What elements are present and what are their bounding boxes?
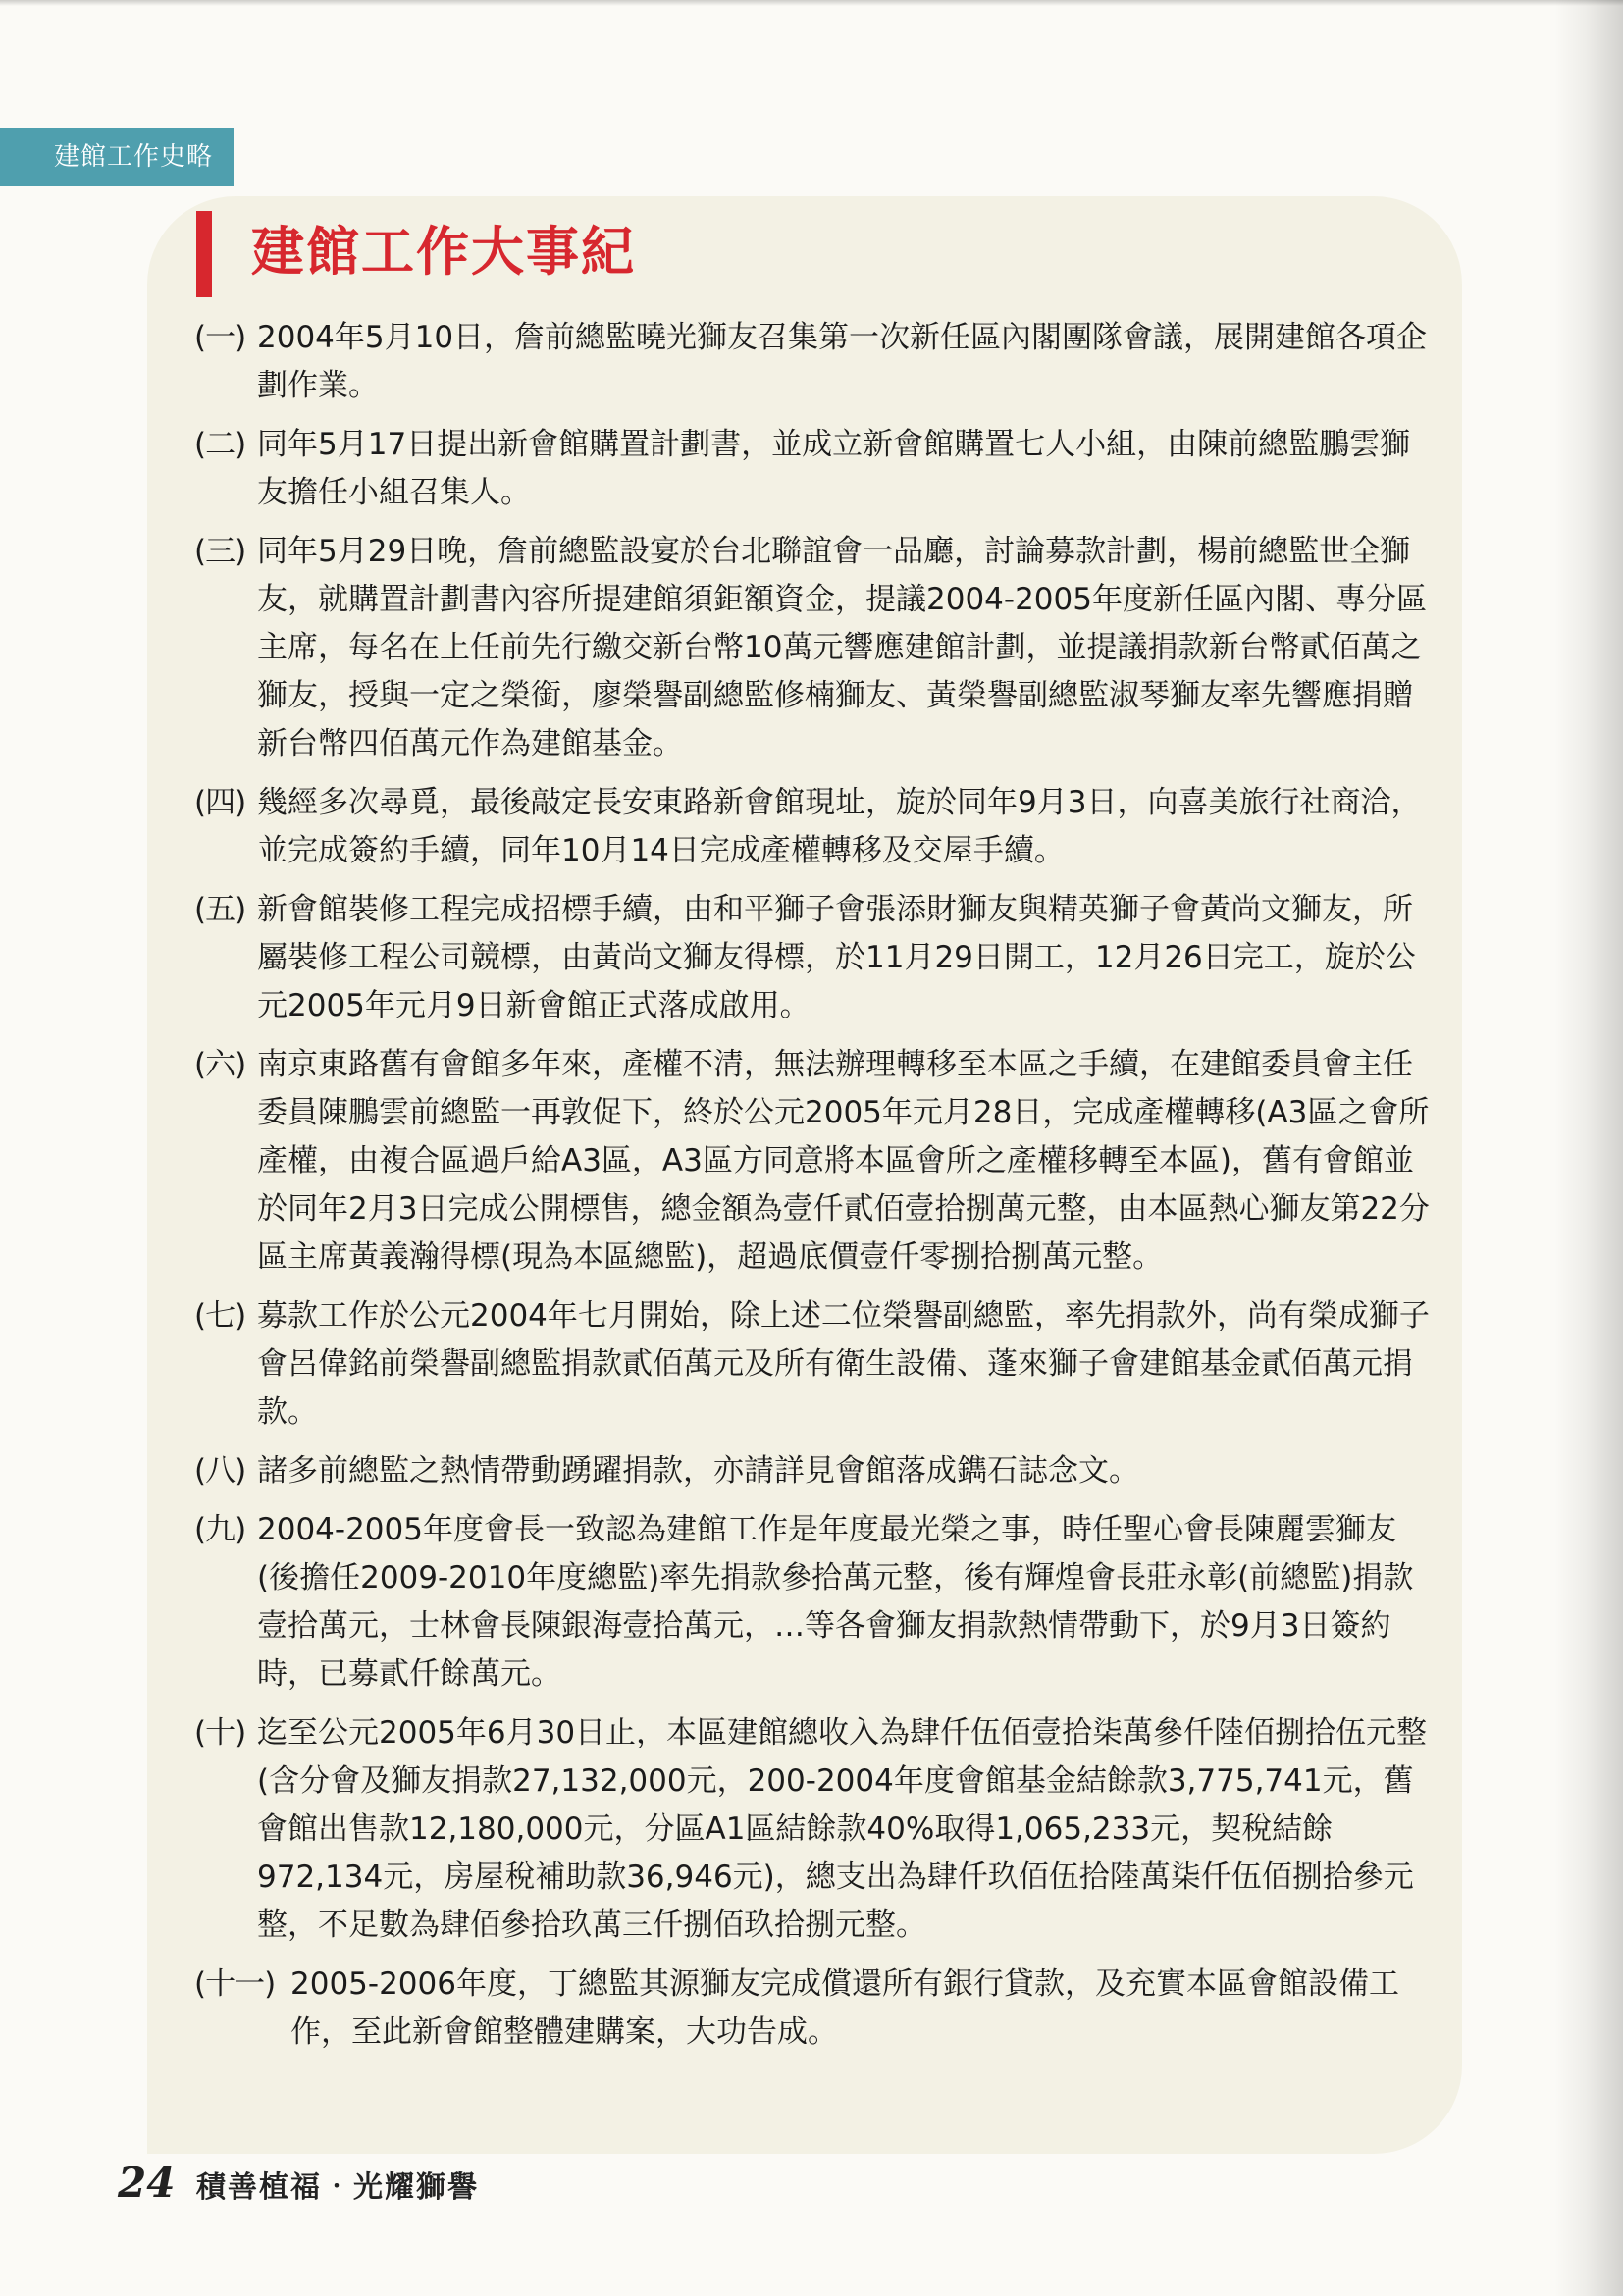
event-number: (八) <box>194 1453 246 1488</box>
page-top-edge <box>0 0 1623 6</box>
event-text: 2004年5月10日，詹前總監曉光獅友召集第一次新任區內閣團隊會議，展開建館各項企劃作業。 <box>257 320 1428 403</box>
event-text: 南京東路舊有會館多年來，產權不清，無法辦理轉移至本區之手續，在建館委員會主任委員陳鵬雲前總監一再敦促下，終於公元2005年元月28日，完成產權轉移(A3區之會所產權，由複合區過戶給A3區，A3區方同意將本區會所之產權移轉至本區)，舊有會館並於同年2月3日完成公開標售，總金額為壹仟貳佰壹拾捌萬元整，由本區熱心獅友第22分區主席黃義瀚得標(現為本區總監)，超過底價壹仟零捌拾捌萬元整。 <box>257 1047 1430 1275</box>
list-item <box>194 779 1439 875</box>
event-number: (五) <box>194 892 246 927</box>
event-text: 諸多前總監之熱情帶動踴躍捐款，亦請詳見會館落成鐫石誌念文。 <box>257 1453 1139 1488</box>
list-item <box>194 1960 1439 2057</box>
page-title: 建館工作大事紀 <box>251 221 636 283</box>
list-item <box>194 1447 1439 1495</box>
list-item <box>194 886 1439 1030</box>
list-item <box>194 421 1439 517</box>
event-number: (六) <box>194 1047 246 1082</box>
page-footer <box>118 2159 479 2207</box>
list-item <box>194 1292 1439 1436</box>
section-tab: 建館工作史略 <box>0 128 234 186</box>
event-text: 同年5月29日晚，詹前總監設宴於台北聯誼會一品廳，討論募款計劃，楊前總監世全獅友，就購置計劃書內容所提建館須鉅額資金，提議2004-2005年度新任區內閣、專分區主席，每名在上任前先行繳交新台幣10萬元響應建館計劃，並提議捐款新台幣貳佰萬之獅友，授與一定之榮銜，廖榮譽副總監修楠獅友、黃榮譽副總監淑琴獅友率先響應捐贈新台幣四佰萬元作為建館基金。 <box>257 534 1427 761</box>
event-text: 2005-2006年度，丁總監其源獅友完成償還所有銀行貸款，及充實本區會館設備工作，至此新會館整體建購案，大功告成。 <box>290 1966 1399 2050</box>
title-accent-bar <box>196 211 212 297</box>
page-binding-shadow <box>1554 0 1623 2296</box>
event-text: 新會館裝修工程完成招標手續，由和平獅子會張添財獅友與精英獅子會黃尚文獅友，所屬裝修工程公司競標，由黃尚文獅友得標，於11月29日開工，12月26日完工，旋於公元2005年元月9日新會館正式落成啟用。 <box>257 892 1416 1023</box>
event-text: 2004-2005年度會長一致認為建館工作是年度最光榮之事，時任聖心會長陳麗雲獅友(後擔任2009-2010年度總監)率先捐款參拾萬元整，後有輝煌會長莊永彰(前總監)捐款壹拾萬元，士林會長陳銀海壹拾萬元，…等各會獅友捐款熱情帶動下，於9月3日簽約時，已募貳仟餘萬元。 <box>257 1512 1414 1692</box>
event-number: (十) <box>194 1715 246 1750</box>
list-item <box>194 1709 1439 1950</box>
event-number: (十一) <box>194 1966 276 2002</box>
list-item <box>194 1041 1439 1281</box>
event-text: 幾經多次尋覓，最後敲定長安東路新會館現址，旋於同年9月3日，向喜美旅行社商洽，並完成簽約手續，同年10月14日完成產權轉移及交屋手續。 <box>257 785 1422 868</box>
event-text: 募款工作於公元2004年七月開始，除上述二位榮譽副總監，率先捐款外，尚有榮成獅子會呂偉銘前榮譽副總監捐款貳佰萬元及所有衛生設備、蓬來獅子會建館基金貳佰萬元捐款。 <box>257 1298 1430 1430</box>
event-number: (四) <box>194 785 246 820</box>
event-text: 迄至公元2005年6月30日止，本區建館總收入為肆仟伍佰壹拾柒萬參仟陸佰捌拾伍元整(含分會及獅友捐款27,132,000元，200-2004年度會館基金結餘款3,775,741元，舊會館出售款12,180,000元，分區A1區結餘款40%取得1,065,233元，契稅結餘972,134元，房屋稅補助款36,946元)，總支出為肆仟玖佰伍拾陸萬柒仟伍佰捌拾參元整，不足數為肆佰參拾玖萬三仟捌佰玖拾捌元整。 <box>257 1715 1428 1943</box>
list-item <box>194 1506 1439 1698</box>
list-item <box>194 314 1439 410</box>
event-number: (九) <box>194 1512 246 1547</box>
page-number: 24 <box>118 2159 176 2207</box>
event-text: 同年5月17日提出新會館購置計劃書，並成立新會館購置七人小組，由陳前總監鵬雲獅友擔任小組召集人。 <box>257 427 1411 510</box>
footer-slogan: 積善植福‧光耀獅譽 <box>196 2170 479 2205</box>
list-item <box>194 528 1439 768</box>
event-number: (二) <box>194 427 246 462</box>
event-list <box>194 314 1439 2067</box>
event-number: (七) <box>194 1298 246 1333</box>
event-number: (三) <box>194 534 246 569</box>
event-number: (一) <box>194 320 246 355</box>
